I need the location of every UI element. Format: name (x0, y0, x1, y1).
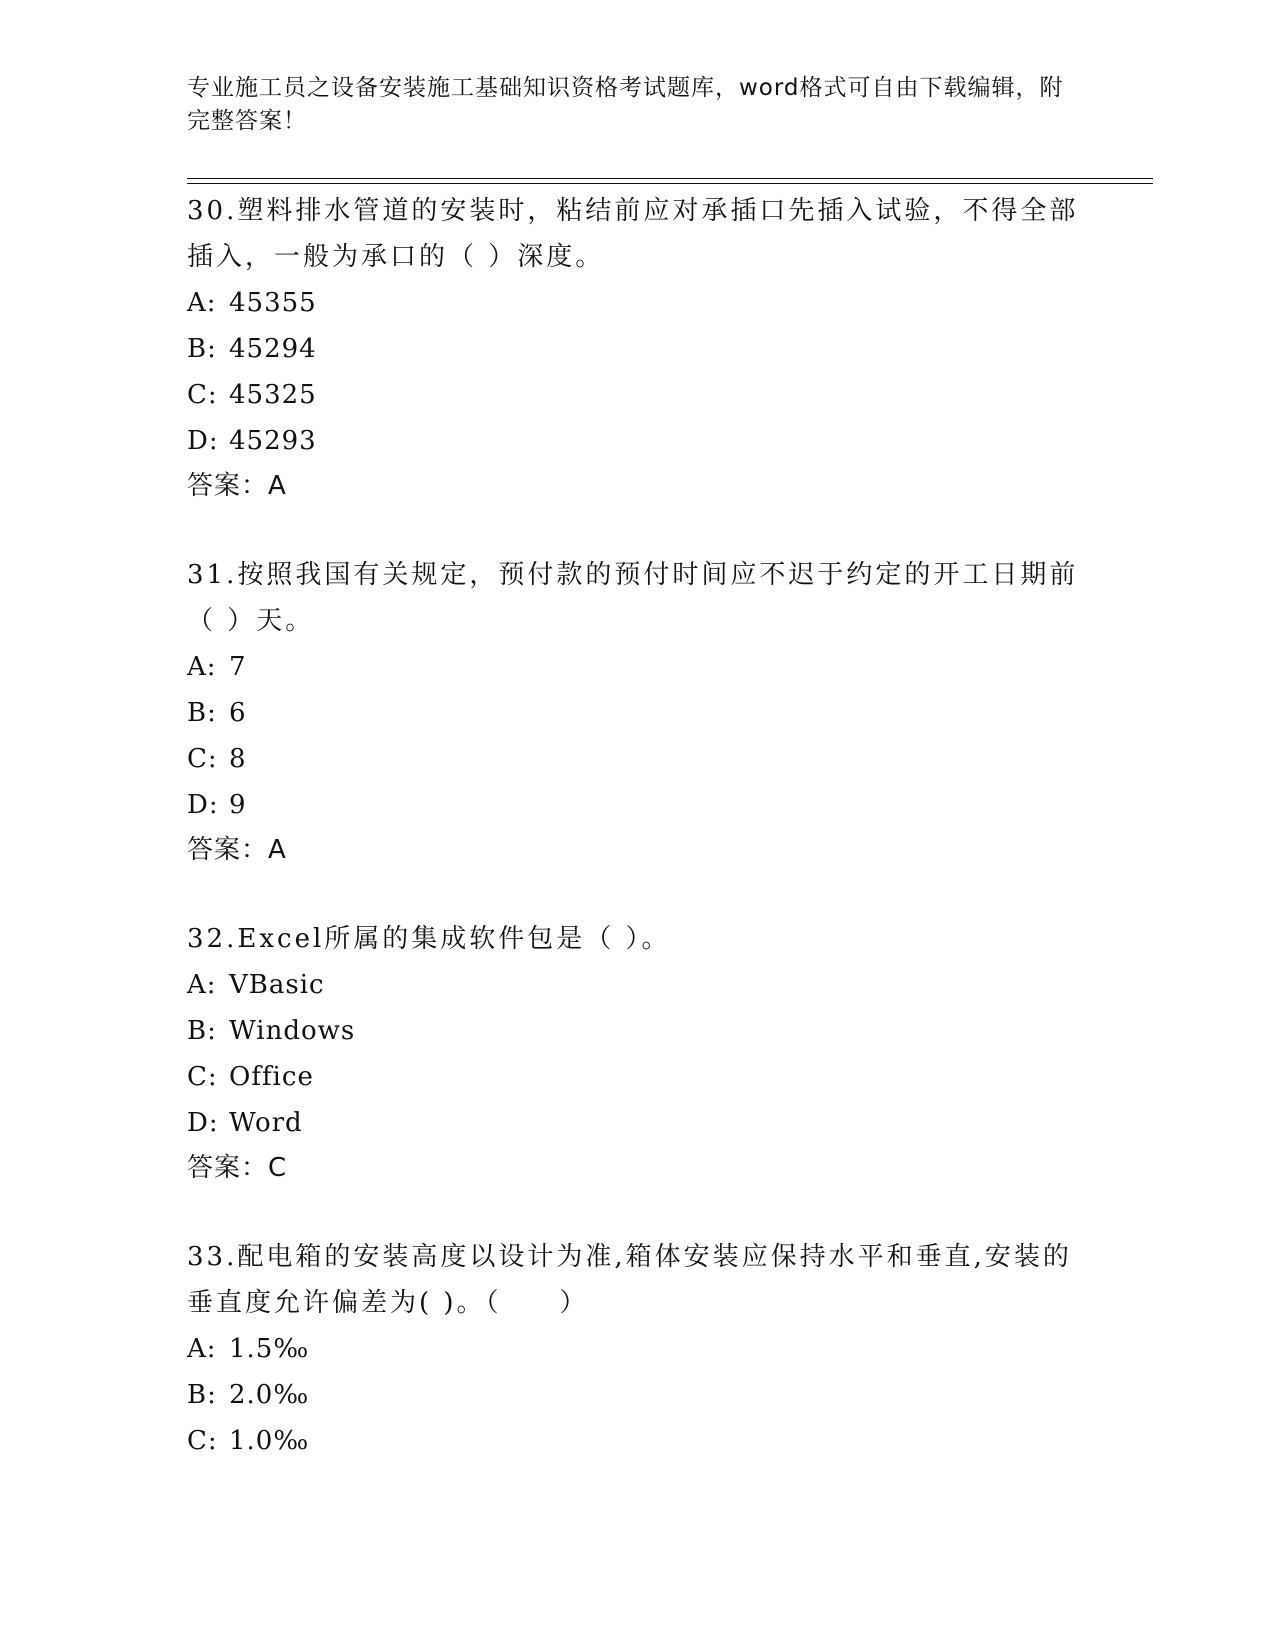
question-30 (187, 188, 1087, 508)
option-text: Office (229, 1062, 314, 1092)
question-31 (187, 552, 1087, 872)
option-c (187, 372, 1087, 418)
option-a (187, 1326, 1087, 1372)
option-text: 9 (229, 790, 247, 820)
option-text: 6 (229, 698, 247, 728)
option-letter: A: (187, 288, 217, 318)
header-text: 专业施工员之设备安装施工基础知识资格考试题库，word格式可自由下载编辑，附完整答案！ (187, 75, 1064, 134)
option-c (187, 1054, 1087, 1100)
option-text: 8 (229, 744, 247, 774)
option-d (187, 782, 1087, 828)
question-text (187, 1234, 1087, 1326)
option-c (187, 1418, 1087, 1464)
question-number: 32. (187, 924, 238, 954)
question-33 (187, 1234, 1087, 1464)
question-text (187, 552, 1087, 644)
question-body: 塑料排水管道的安装时，粘结前应对承插口先插入试验，不得全部插入，一般为承口的（ ）深度。 (187, 196, 1079, 272)
option-a (187, 280, 1087, 326)
option-text: 2.0‰ (229, 1380, 310, 1410)
option-letter: C: (187, 380, 218, 410)
document-header (187, 72, 1087, 138)
question-list (187, 188, 1087, 1508)
option-letter: B: (187, 1016, 217, 1046)
question-body: Excel所属的集成软件包是（ ）。 (237, 924, 671, 954)
option-letter: C: (187, 744, 218, 774)
option-text: 45355 (229, 288, 317, 318)
option-letter: B: (187, 698, 217, 728)
option-letter: A: (187, 970, 217, 1000)
header-divider-top (187, 178, 1153, 179)
option-letter: A: (187, 652, 217, 682)
option-b (187, 1008, 1087, 1054)
option-text: Windows (229, 1016, 356, 1046)
option-letter: D: (187, 426, 219, 456)
option-letter: B: (187, 334, 217, 364)
option-text: 45293 (229, 426, 317, 456)
option-letter: C: (187, 1426, 218, 1456)
option-b (187, 690, 1087, 736)
answer-line: 答案：C (187, 1153, 288, 1183)
option-d (187, 418, 1087, 464)
option-text: Word (229, 1108, 303, 1138)
option-b (187, 326, 1087, 372)
option-text: 1.0‰ (229, 1426, 310, 1456)
question-number: 30. (187, 196, 238, 226)
option-text: 7 (229, 652, 247, 682)
question-text (187, 916, 1087, 962)
option-text: 1.5‰ (229, 1334, 310, 1364)
question-text (187, 188, 1087, 280)
option-letter: D: (187, 790, 219, 820)
option-a (187, 644, 1087, 690)
question-body: 配电箱的安装高度以设计为准,箱体安装应保持水平和垂直,安装的垂直度允许偏差为( )。（ ） (187, 1242, 1072, 1318)
option-b (187, 1372, 1087, 1418)
option-text: 45294 (229, 334, 317, 364)
question-number: 31. (187, 560, 238, 590)
question-32 (187, 916, 1087, 1190)
option-c (187, 736, 1087, 782)
option-text: VBasic (229, 970, 325, 1000)
option-text: 45325 (229, 380, 317, 410)
option-letter: D: (187, 1108, 219, 1138)
question-body: 按照我国有关规定，预付款的预付时间应不迟于约定的开工日期前（ ）天。 (187, 560, 1079, 636)
option-letter: C: (187, 1062, 218, 1092)
option-letter: B: (187, 1380, 217, 1410)
answer-line: 答案：A (187, 835, 287, 865)
header-divider-bottom (187, 183, 1153, 184)
option-a (187, 962, 1087, 1008)
question-number: 33. (187, 1242, 238, 1272)
option-d (187, 1100, 1087, 1146)
answer-line: 答案：A (187, 471, 287, 501)
option-letter: A: (187, 1334, 217, 1364)
